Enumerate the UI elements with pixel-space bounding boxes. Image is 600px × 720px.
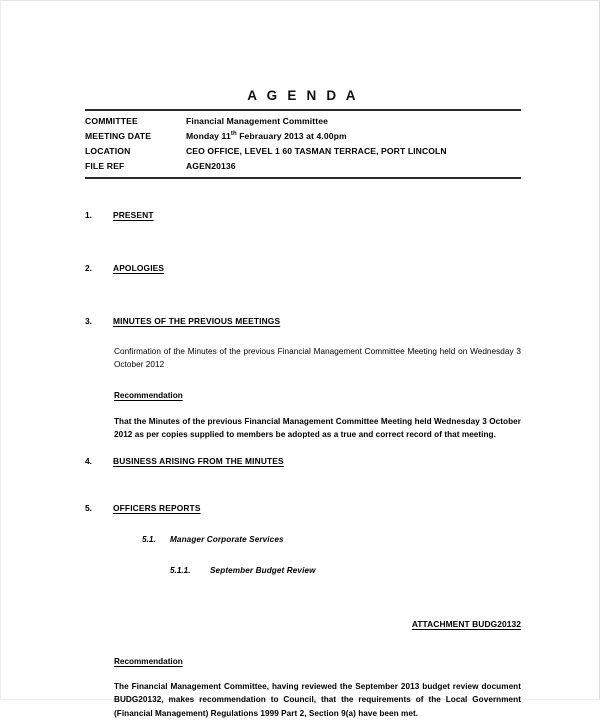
agenda-item-present — [85, 210, 521, 220]
agenda-item-number: 4. — [85, 456, 113, 466]
attachment-reference — [85, 619, 521, 629]
committee-label: COMMITTEE — [85, 114, 186, 129]
minutes-recommendation-text: That the Minutes of the previous Financial Management Committee Meeting held Wednesday 3 October 2012 as per copies supplied to members be adopted as a true and correct record of that meeting. — [114, 415, 521, 442]
location-label: LOCATION — [85, 144, 186, 159]
agenda-subsubitem-september-budget-review — [170, 566, 521, 575]
agenda-item-number: 3. — [85, 316, 113, 326]
agenda-subitem-label: Manager Corporate Services — [170, 535, 284, 544]
table-row — [85, 159, 521, 174]
agenda-item-number: 2. — [85, 263, 113, 273]
agenda-subitem-manager-corporate-services — [142, 535, 521, 544]
agenda-item-apologies — [85, 263, 521, 273]
attachment-reference-text: ATTACHMENT BUDG20132 — [412, 619, 521, 629]
officers-reports-body — [114, 651, 521, 720]
minutes-body — [114, 345, 521, 442]
agenda-item-label: PRESENT — [113, 210, 154, 220]
table-row — [85, 144, 521, 159]
location-value: CEO OFFICE, LEVEL 1 60 TASMAN TERRACE, PORT LINCOLN — [186, 144, 447, 159]
meeting-date-ordinal: th — [231, 131, 237, 137]
agenda-subsubitem-label: September Budget Review — [210, 566, 316, 575]
officers-recommendation-text: The Financial Management Committee, having reviewed the September 2013 budget review document BUDG20132, makes recommendation to Council, that the requirements of the Local Government (Financial Management) Regulations 1999 Part 2, Section 9(a) have been met. — [114, 680, 521, 720]
meeting-date-suffix: Febrauary 2013 at 4.00pm — [237, 131, 347, 141]
agenda-subsubitem-number: 5.1.1. — [170, 566, 210, 575]
officers-recommendation-heading: Recommendation — [114, 657, 183, 666]
agenda-item-number: 5. — [85, 503, 113, 513]
minutes-recommendation-heading: Recommendation — [114, 391, 183, 400]
agenda-item-business-arising — [85, 456, 521, 466]
file-ref-label: FILE REF — [85, 159, 186, 174]
agenda-subitem-number: 5.1. — [142, 535, 170, 544]
agenda-item-label: MINUTES OF THE PREVIOUS MEETINGS — [113, 316, 280, 326]
agenda-item-minutes — [85, 316, 521, 326]
agenda-item-label: BUSINESS ARISING FROM THE MINUTES — [113, 456, 284, 466]
document-content-column — [85, 1, 521, 701]
agenda-item-label: APOLOGIES — [113, 263, 164, 273]
file-ref-value: AGEN20136 — [186, 159, 236, 174]
page-title: A G E N D A — [85, 1, 521, 103]
meeting-date-label: MEETING DATE — [85, 129, 186, 144]
meeting-date-prefix: Monday 11 — [186, 131, 231, 141]
meeting-date-value — [186, 129, 347, 144]
table-row — [85, 114, 521, 129]
meeting-details-table — [85, 109, 521, 179]
committee-value: Financial Management Committee — [186, 114, 328, 129]
agenda-item-number: 1. — [85, 210, 113, 220]
agenda-item-label: OFFICERS REPORTS — [113, 503, 201, 513]
table-row — [85, 129, 521, 144]
agenda-item-officers-reports — [85, 503, 521, 513]
minutes-confirmation-text: Confirmation of the Minutes of the previous Financial Management Committee Meeting held on Wednesday 3 October 2012 — [114, 345, 521, 372]
